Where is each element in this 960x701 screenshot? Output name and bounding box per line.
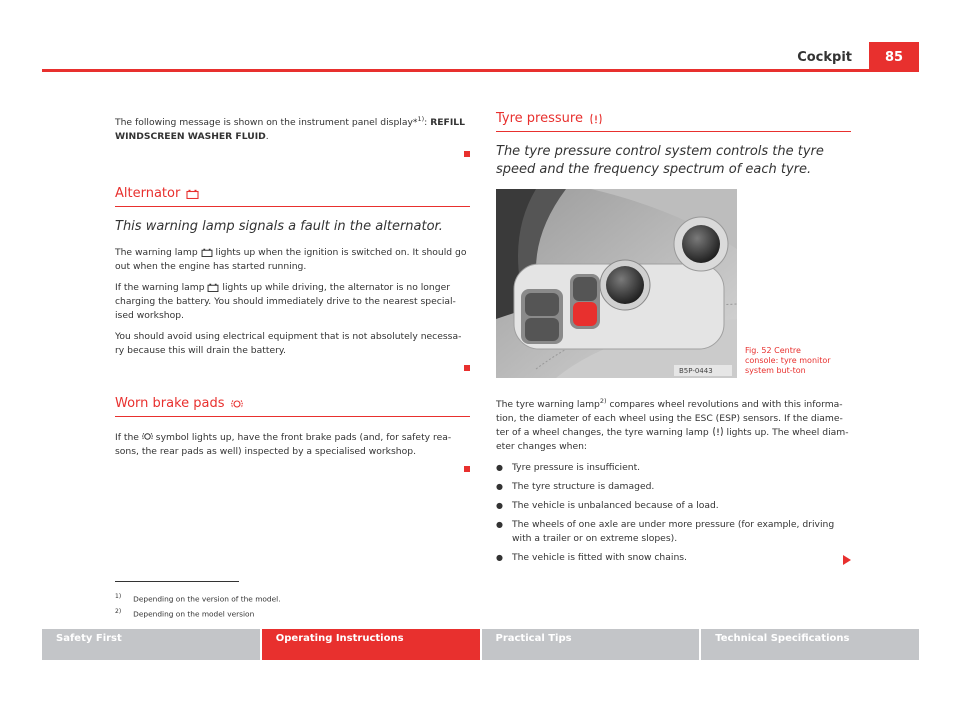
tyre-subtitle: The tyre pressure control system controls the tyre speed and the frequency spectrum of each tyre. (496, 144, 824, 177)
page-number: 85 (869, 42, 919, 70)
alternator-paragraph-1: The warning lamp lights up when the ignition is switched on. It should go out when the engine has started running. (115, 247, 467, 273)
brake-paragraph: If the symbol lights up, have the front brake pads (and, for safety rea-sons, the rear pads as well) inspected by a specialised workshop. (115, 432, 452, 458)
nav-operating-instructions[interactable]: Operating Instructions (262, 629, 480, 660)
chapter-nav (42, 629, 919, 660)
list-item: ● The vehicle is unbalanced because of a load. (496, 499, 851, 513)
alternator-subtitle: This warning lamp signals a fault in the alternator. (115, 219, 443, 235)
alternator-paragraph-2: If the warning lamp lights up while driving, the alternator is no longer charging the battery. You should immediately drive to the nearest special-ised workshop. (115, 282, 456, 322)
list-item: ● The wheels of one axle are under more pressure (for example, driving with a trailer or on extreme slopes). (496, 518, 851, 546)
end-mark (464, 151, 470, 157)
battery-icon (201, 248, 213, 257)
tyre-paragraph: The tyre warning lamp$^{2)}$ compares wheel revolutions and with this informa-tion, the diameter of each wheel using the ESC (ESP) sensors. If the diame-ter of a wheel changes, the tyre warning lamp lights up. The wheel diam-eter changes when: (496, 397, 849, 453)
message-text: REFILL WINDSCREEN WASHER FLUID (115, 117, 465, 143)
tyre-warning-icon (589, 113, 603, 125)
alternator-heading: Alternator (115, 187, 470, 207)
footnote: $^{2)}$ Depending on the model version (115, 608, 255, 619)
tyre-pressure-heading: Tyre pressure (496, 112, 851, 132)
section-title: Cockpit (797, 50, 852, 65)
battery-icon (186, 189, 199, 199)
tyre-warning-icon (712, 426, 724, 437)
battery-icon (207, 283, 219, 292)
continue-arrow-icon (843, 555, 851, 565)
nav-practical-tips[interactable]: Practical Tips (482, 629, 700, 660)
nav-safety-first[interactable]: Safety First (42, 629, 260, 660)
list-item: ● Tyre pressure is insufficient. (496, 461, 851, 475)
brake-heading: Worn brake pads (115, 397, 470, 417)
end-mark (464, 466, 470, 472)
figure-block (496, 189, 851, 378)
header-rule (42, 69, 919, 72)
end-mark (464, 365, 470, 371)
right-column (496, 112, 851, 570)
cause-list (496, 461, 851, 565)
footnotes (115, 590, 281, 621)
footnote: $^{1)}$ Depending on the version of the model. (115, 593, 281, 604)
figure-code: B5P-0443 (679, 367, 713, 375)
nav-technical-specifications[interactable]: Technical Specifications (701, 629, 919, 660)
figure-caption: Fig. 52 Centre console: tyre monitor system but-ton (745, 346, 831, 375)
centre-console-photo (496, 189, 737, 378)
left-column (115, 112, 470, 472)
list-item: ● The vehicle is fitted with snow chains. (496, 551, 851, 565)
footnote-rule (115, 581, 239, 582)
list-item: ● The tyre structure is damaged. (496, 480, 851, 494)
brake-pad-icon (142, 431, 153, 442)
brake-pad-icon (231, 398, 243, 410)
intro-paragraph: The following message is shown on the instrument panel display*$^{1)}$: REFILL WINDSCREEN WASHER FLUID. (115, 115, 465, 143)
alternator-paragraph-3: You should avoid using electrical equipment that is not absolutely necessa-ry because this will drain the battery. (115, 331, 462, 357)
